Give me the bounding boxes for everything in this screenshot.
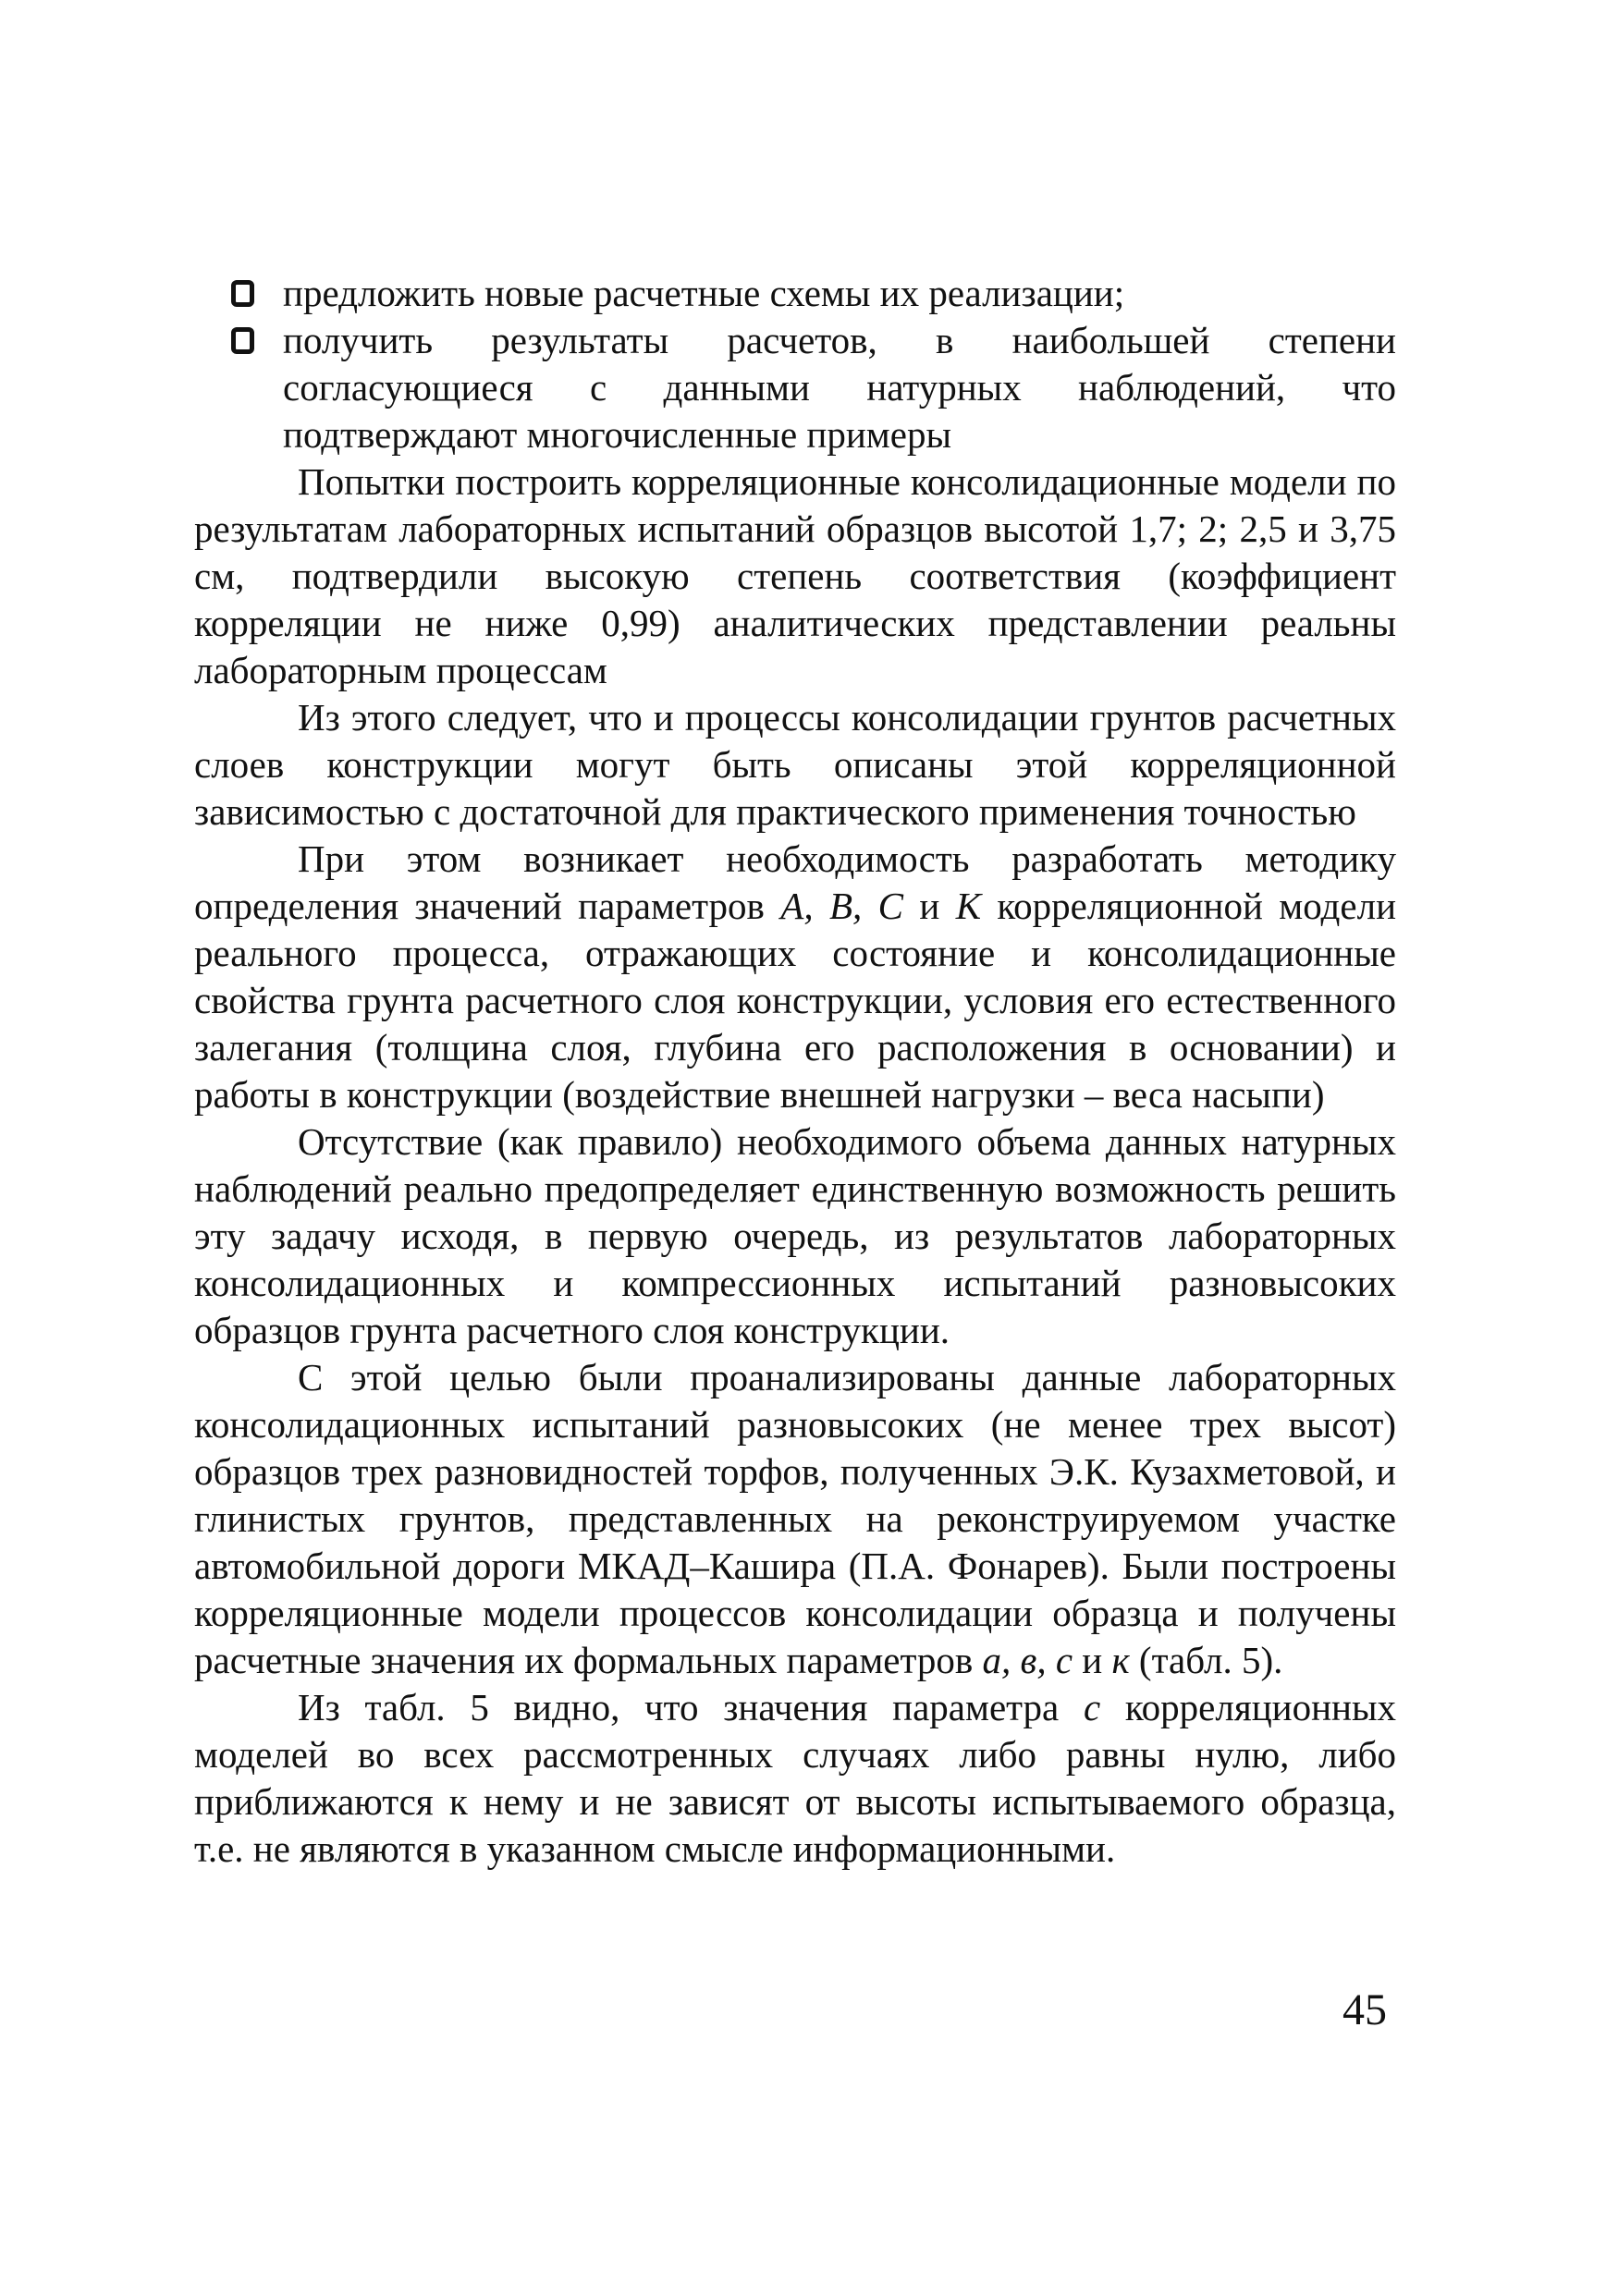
parameter-symbol: с	[1055, 1639, 1073, 1681]
paragraph-analysis	[194, 1354, 1396, 1684]
parameter-symbol: В,	[828, 885, 863, 927]
paragraph-text: С этой целью были проанализированы данные лабораторных консолидационных испытаний разновысоких (не менее трех высот) образцов трех разновидностей торфов, полученных Э.К. Кузахметовой, и глинистых грунтов, представленных на реконструируемом участке автомобильной дороги МКАД–Кашира (П.А. Фонарев). Были построены корреляционные модели процессов консолидации образца и получены расчетные значения их формальных параметров	[194, 1356, 1396, 1681]
bullet-list	[194, 270, 1396, 458]
list-item	[194, 317, 1396, 458]
parameter-symbol: в,	[1020, 1639, 1047, 1681]
paragraph-table-conclusion	[194, 1684, 1396, 1873]
paragraph-text	[862, 885, 877, 927]
parameter-symbol: С	[877, 885, 904, 927]
paragraph-text: корреляционной модели реального процесса, отражающих состояние и консолидационные свойства грунта расчетного слоя конструкции, условия его естественного залегания (толщина слоя, глубина его расположения в основании) и работы в конструкции (воздействие внешней нагрузки – веса насыпи)	[194, 885, 1397, 1116]
list-item-text: получить результаты расчетов, в наибольшей степени согласующиеся с данными натурных наблюдений, что подтверждают многочисленные примеры	[283, 319, 1396, 456]
checkbox-icon	[231, 327, 254, 354]
paragraph-consolidation-processes: Из этого следует, что и процессы консолидации грунтов расчетных слоев конструкции могут быть описаны этой корреляционной зависимостью с достаточной для практического применения точностью	[194, 696, 1396, 833]
parameter-symbol: а,	[982, 1639, 1011, 1681]
list-item-text: предложить новые расчетные схемы их реализации;	[283, 272, 1125, 314]
paragraph-text: корреляционных моделей во всех рассмотренных случаях либо равны нулю, либо приближаются к нему и не зависят от высоты испытываемого образца, т.е. не являются в указанном смысле информационными.	[194, 1686, 1397, 1870]
paragraph-text	[1047, 1639, 1056, 1681]
paragraph-text: Из табл. 5 видно, что значения параметра	[298, 1686, 1084, 1728]
parameter-symbol: с	[1083, 1686, 1101, 1728]
paragraph-text: При этом возникает необходимость разработать методику определения значений параметров	[194, 837, 1396, 927]
paragraph-correlation-models: Попытки построить корреляционные консолидационные модели по результатам лабораторных испытаний образцов высотой 1,7; 2; 2,5 и 3,75 см, подтвердили высокую степень соответствия (коэффициент корреляции не ниже 0,99) аналитических представлении реальны лабораторным процессам	[194, 460, 1396, 691]
paragraph-text	[814, 885, 829, 927]
parameter-symbol: к	[1111, 1639, 1130, 1681]
paragraph-field-data: Отсутствие (как правило) необходимого объема данных натурных наблюдений реально предопределяет единственную возможность решить эту задачу исходя, в первую очередь, из результатов лабораторных консолидационных и компрессионных испытаний разновысоких образцов грунта расчетного слоя конструкции.	[194, 1120, 1396, 1351]
list-item	[194, 270, 1396, 317]
parameter-symbol: К	[955, 885, 981, 927]
paragraph-parameter-methodology	[194, 836, 1396, 1118]
paragraph-text: (табл. 5).	[1129, 1639, 1283, 1681]
paragraph-text: и	[1073, 1639, 1112, 1681]
page-number: 45	[1342, 1985, 1387, 2034]
paragraph-text	[1011, 1639, 1020, 1681]
page-body	[194, 270, 1396, 1873]
parameter-symbol: А,	[780, 885, 814, 927]
checkbox-icon	[231, 280, 254, 307]
paragraph-text: и	[903, 885, 956, 927]
